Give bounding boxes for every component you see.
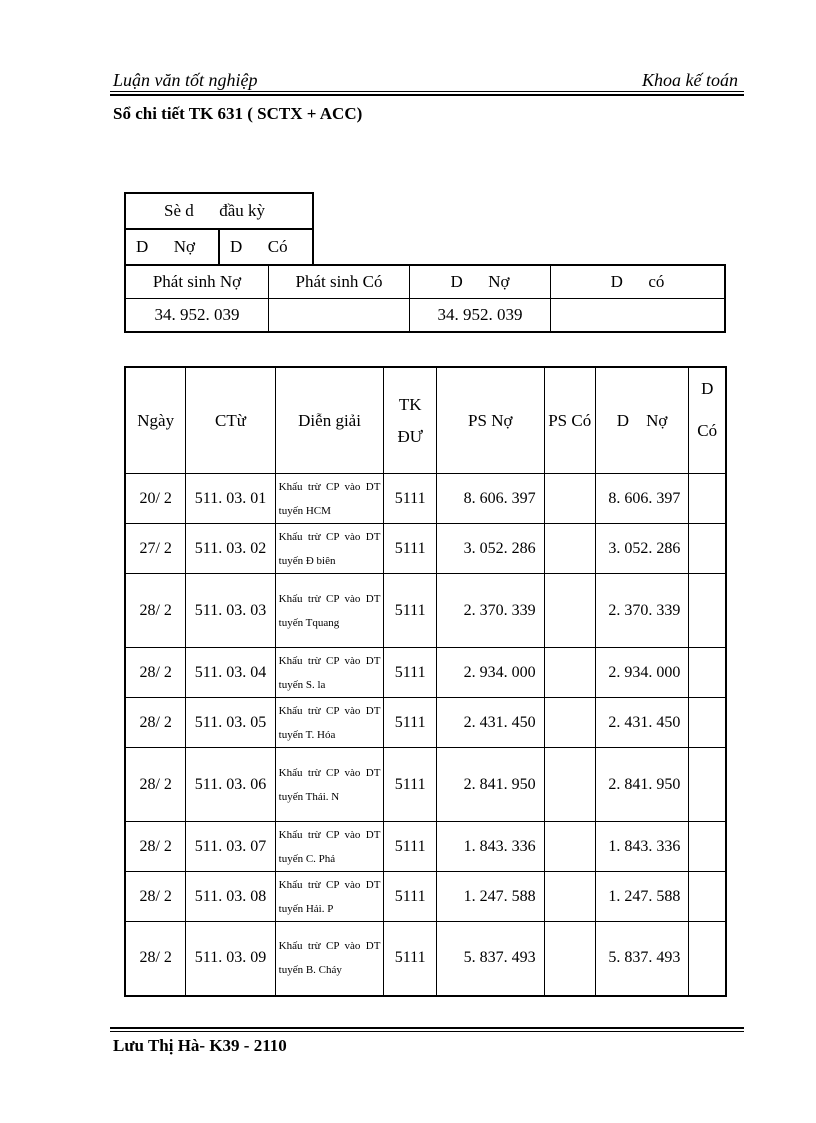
footer-rule bbox=[110, 1031, 744, 1032]
row-date: 28/ 2 bbox=[125, 872, 186, 922]
row-description: Khấu trừ CP vào DT tuyến Thái. N bbox=[275, 748, 384, 822]
summary-header-cell: Phát sinh Nợ bbox=[125, 265, 269, 299]
summary-header-row bbox=[125, 265, 725, 299]
row-account: 5111 bbox=[384, 698, 436, 748]
ledger-row bbox=[125, 648, 726, 698]
row-balance-credit bbox=[689, 574, 726, 648]
row-ps-credit bbox=[544, 474, 595, 524]
summary-value-row bbox=[125, 299, 725, 333]
col-header-balance-credit-top: D bbox=[701, 379, 714, 398]
row-balance-credit bbox=[689, 748, 726, 822]
summary-header-cell: Phát sinh Có bbox=[269, 265, 410, 299]
col-header-balance-credit bbox=[689, 367, 726, 474]
ledger-row bbox=[125, 524, 726, 574]
row-voucher: 511. 03. 09 bbox=[186, 922, 275, 996]
row-balance-credit bbox=[689, 524, 726, 574]
row-description: Khấu trừ CP vào DT tuyến Hải. P bbox=[275, 872, 384, 922]
col-header-balance-credit-bottom: Có bbox=[697, 421, 718, 440]
row-date: 28/ 2 bbox=[125, 822, 186, 872]
row-voucher: 511. 03. 06 bbox=[186, 748, 275, 822]
row-voucher: 511. 03. 01 bbox=[186, 474, 275, 524]
row-ps-debit: 8. 606. 397 bbox=[436, 474, 544, 524]
row-balance-debit: 3. 052. 286 bbox=[595, 524, 689, 574]
header-rule-thick bbox=[110, 94, 744, 96]
row-voucher: 511. 03. 02 bbox=[186, 524, 275, 574]
ledger-row bbox=[125, 822, 726, 872]
summary-value-cell bbox=[269, 299, 410, 333]
row-ps-debit: 5. 837. 493 bbox=[436, 922, 544, 996]
row-description: Khấu trừ CP vào DT tuyến B. Cháy bbox=[275, 922, 384, 996]
summary-header-cell: D Nợ bbox=[410, 265, 551, 299]
row-voucher: 511. 03. 04 bbox=[186, 648, 275, 698]
opening-balance-caption: Sè d đầu kỳ bbox=[125, 193, 313, 229]
row-balance-debit: 2. 370. 339 bbox=[595, 574, 689, 648]
col-header-account: TK ĐƯ bbox=[384, 367, 436, 474]
row-ps-debit: 1. 247. 588 bbox=[436, 872, 544, 922]
row-ps-credit bbox=[544, 524, 595, 574]
summary-value-cell: 34. 952. 039 bbox=[410, 299, 551, 333]
row-voucher: 511. 03. 03 bbox=[186, 574, 275, 648]
row-balance-debit: 1. 843. 336 bbox=[595, 822, 689, 872]
row-date: 28/ 2 bbox=[125, 698, 186, 748]
opening-credit-label: D Có bbox=[219, 229, 313, 265]
ledger-row bbox=[125, 474, 726, 524]
row-description: Khấu trừ CP vào DT tuyến T. Hóa bbox=[275, 698, 384, 748]
row-description: Khấu trừ CP vào DT tuyến S. la bbox=[275, 648, 384, 698]
row-balance-debit: 5. 837. 493 bbox=[595, 922, 689, 996]
row-date: 28/ 2 bbox=[125, 922, 186, 996]
ledger-table bbox=[124, 366, 727, 997]
summary-header-cell: D có bbox=[551, 265, 726, 299]
row-balance-credit bbox=[689, 872, 726, 922]
row-balance-debit: 8. 606. 397 bbox=[595, 474, 689, 524]
row-ps-debit: 2. 841. 950 bbox=[436, 748, 544, 822]
row-balance-credit bbox=[689, 648, 726, 698]
row-balance-credit bbox=[689, 698, 726, 748]
row-description: Khấu trừ CP vào DT tuyến HCM bbox=[275, 474, 384, 524]
row-account: 5111 bbox=[384, 922, 436, 996]
row-account: 5111 bbox=[384, 822, 436, 872]
opening-balance-table bbox=[124, 192, 314, 266]
ledger-header-row bbox=[125, 367, 726, 474]
row-date: 20/ 2 bbox=[125, 474, 186, 524]
row-balance-debit: 2. 841. 950 bbox=[595, 748, 689, 822]
ledger-row bbox=[125, 922, 726, 996]
row-ps-credit bbox=[544, 574, 595, 648]
header-right-text: Khoa kế toán bbox=[642, 70, 738, 90]
row-ps-debit: 2. 370. 339 bbox=[436, 574, 544, 648]
ledger-row bbox=[125, 748, 726, 822]
row-balance-debit: 2. 934. 000 bbox=[595, 648, 689, 698]
row-ps-debit: 3. 052. 286 bbox=[436, 524, 544, 574]
header-rule bbox=[110, 91, 744, 92]
col-header-ps-debit: PS Nợ bbox=[436, 367, 544, 474]
col-header-voucher: CTừ bbox=[186, 367, 275, 474]
row-description: Khấu trừ CP vào DT tuyến C. Phả bbox=[275, 822, 384, 872]
row-account: 5111 bbox=[384, 574, 436, 648]
row-balance-credit bbox=[689, 474, 726, 524]
col-header-description: Diễn giải bbox=[275, 367, 384, 474]
row-account: 5111 bbox=[384, 524, 436, 574]
row-description: Khấu trừ CP vào DT tuyến Tquang bbox=[275, 574, 384, 648]
row-balance-credit bbox=[689, 922, 726, 996]
row-ps-credit bbox=[544, 748, 595, 822]
row-ps-debit: 2. 934. 000 bbox=[436, 648, 544, 698]
row-balance-debit: 1. 247. 588 bbox=[595, 872, 689, 922]
ledger-row bbox=[125, 574, 726, 648]
row-voucher: 511. 03. 08 bbox=[186, 872, 275, 922]
row-date: 28/ 2 bbox=[125, 648, 186, 698]
row-voucher: 511. 03. 05 bbox=[186, 698, 275, 748]
row-ps-credit bbox=[544, 648, 595, 698]
row-account: 5111 bbox=[384, 648, 436, 698]
row-ps-credit bbox=[544, 872, 595, 922]
row-account: 5111 bbox=[384, 748, 436, 822]
col-header-balance-debit: D Nợ bbox=[595, 367, 689, 474]
header-left-text: Luận văn tốt nghiệp bbox=[113, 70, 258, 90]
footer-rule-thick bbox=[110, 1027, 744, 1029]
summary-value-cell: 34. 952. 039 bbox=[125, 299, 269, 333]
opening-debit-label: D Nợ bbox=[125, 229, 219, 265]
row-balance-credit bbox=[689, 822, 726, 872]
row-ps-credit bbox=[544, 922, 595, 996]
row-voucher: 511. 03. 07 bbox=[186, 822, 275, 872]
ledger-row bbox=[125, 698, 726, 748]
row-date: 28/ 2 bbox=[125, 574, 186, 648]
row-date: 27/ 2 bbox=[125, 524, 186, 574]
footer-author: Lưu Thị Hà- K39 - 2110 bbox=[113, 1036, 287, 1055]
document-title: Sổ chi tiết TK 631 ( SCTX + ACC) bbox=[113, 104, 363, 123]
row-balance-debit: 2. 431. 450 bbox=[595, 698, 689, 748]
summary-table bbox=[124, 264, 726, 333]
row-account: 5111 bbox=[384, 872, 436, 922]
row-date: 28/ 2 bbox=[125, 748, 186, 822]
col-header-ps-credit: PS Có bbox=[544, 367, 595, 474]
row-ps-debit: 2. 431. 450 bbox=[436, 698, 544, 748]
summary-value-cell bbox=[551, 299, 726, 333]
row-description: Khấu trừ CP vào DT tuyến Đ biên bbox=[275, 524, 384, 574]
row-ps-credit bbox=[544, 698, 595, 748]
row-ps-debit: 1. 843. 336 bbox=[436, 822, 544, 872]
row-ps-credit bbox=[544, 822, 595, 872]
row-account: 5111 bbox=[384, 474, 436, 524]
col-header-date: Ngày bbox=[125, 367, 186, 474]
ledger-row bbox=[125, 872, 726, 922]
